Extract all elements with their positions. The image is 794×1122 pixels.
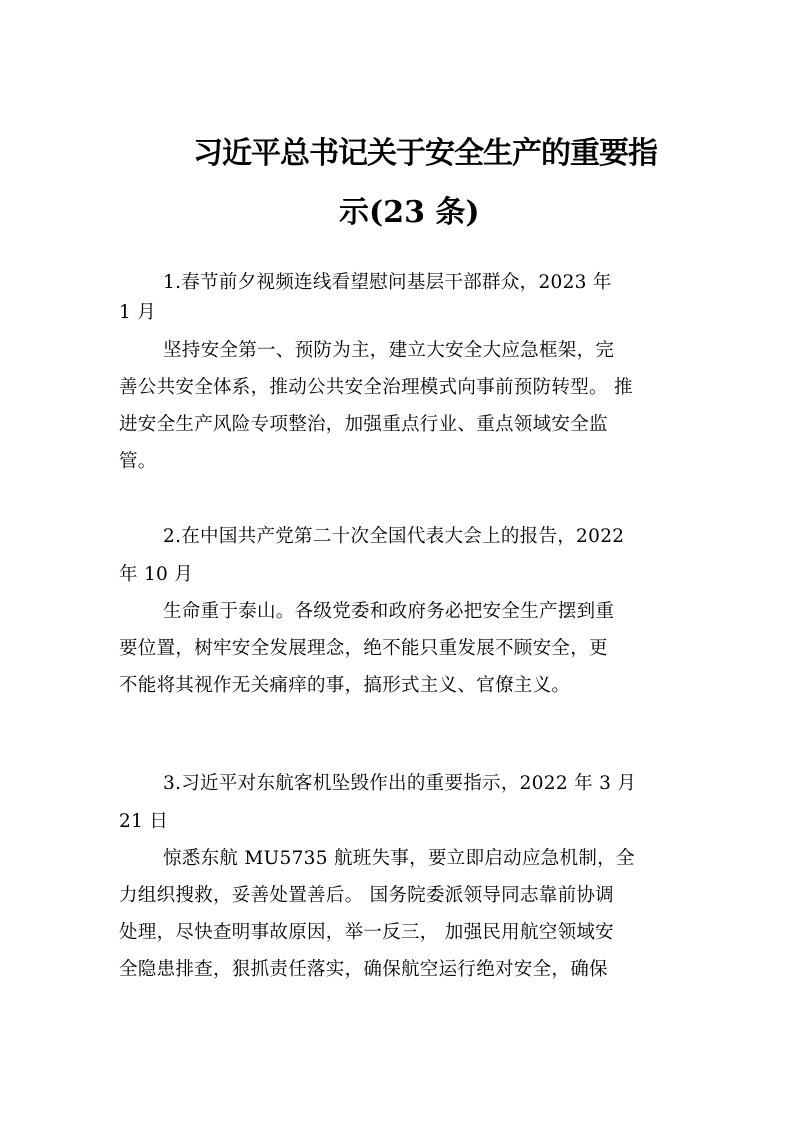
section-2-heading: 2.在中国共产党第二十次全国代表大会上的报告，2022 xyxy=(163,526,625,547)
section-3-heading: 3.习近平对东航客机坠毁作出的重要指示，2022 年 3 月 xyxy=(163,773,637,794)
section-3-paragraph-line: 处理，尽快查明事故原因，举一反三， 加强民用航空领域安 xyxy=(119,922,614,943)
section-3-paragraph-line: 惊悉东航 MU5735 航班失事，要立即启动应急机制，全 xyxy=(163,848,635,869)
section-2-paragraph-line: 生命重于泰山。各级党委和政府务必把安全生产摆到重 xyxy=(163,601,615,622)
section-3-paragraph-line: 全隐患排查，狠抓责任落实，确保航空运行绝对安全，确保 xyxy=(119,959,608,980)
section-1-paragraph-line: 进安全生产风险专项整治，加强重点行业、重点领域安全监 xyxy=(119,414,608,435)
section-1-paragraph-line: 善公共安全体系，推动公共安全治理模式向事前预防转型。 推 xyxy=(119,377,633,398)
section-1-heading: 1.春节前夕视频连线看望慰问基层干部群众，2023 年 xyxy=(163,272,612,293)
section-1-paragraph-line: 坚持安全第一、预防为主，建立大安全大应急框架，完 xyxy=(163,340,615,361)
section-1-paragraph-line: 管。 xyxy=(119,451,157,472)
section-2-paragraph-line: 要位置，树牢安全发展理念，绝不能只重发展不顾安全，更 xyxy=(119,638,608,659)
document-title-line-2: 示(23 条) xyxy=(339,195,480,230)
document-title-line-1: 习近平总书记关于安全生产的重要指 xyxy=(193,136,657,171)
section-2-heading-cont: 年 10 月 xyxy=(119,564,194,585)
section-3-paragraph-line: 力组织搜救，妥善处置善后。 国务院委派领导同志靠前协调 xyxy=(119,885,614,906)
section-1-heading-cont: 1 月 xyxy=(119,302,157,323)
section-3-heading-cont: 21 日 xyxy=(119,811,169,832)
section-2-paragraph-line: 不能将其视作无关痛痒的事，搞形式主义、官僚主义。 xyxy=(119,675,571,696)
